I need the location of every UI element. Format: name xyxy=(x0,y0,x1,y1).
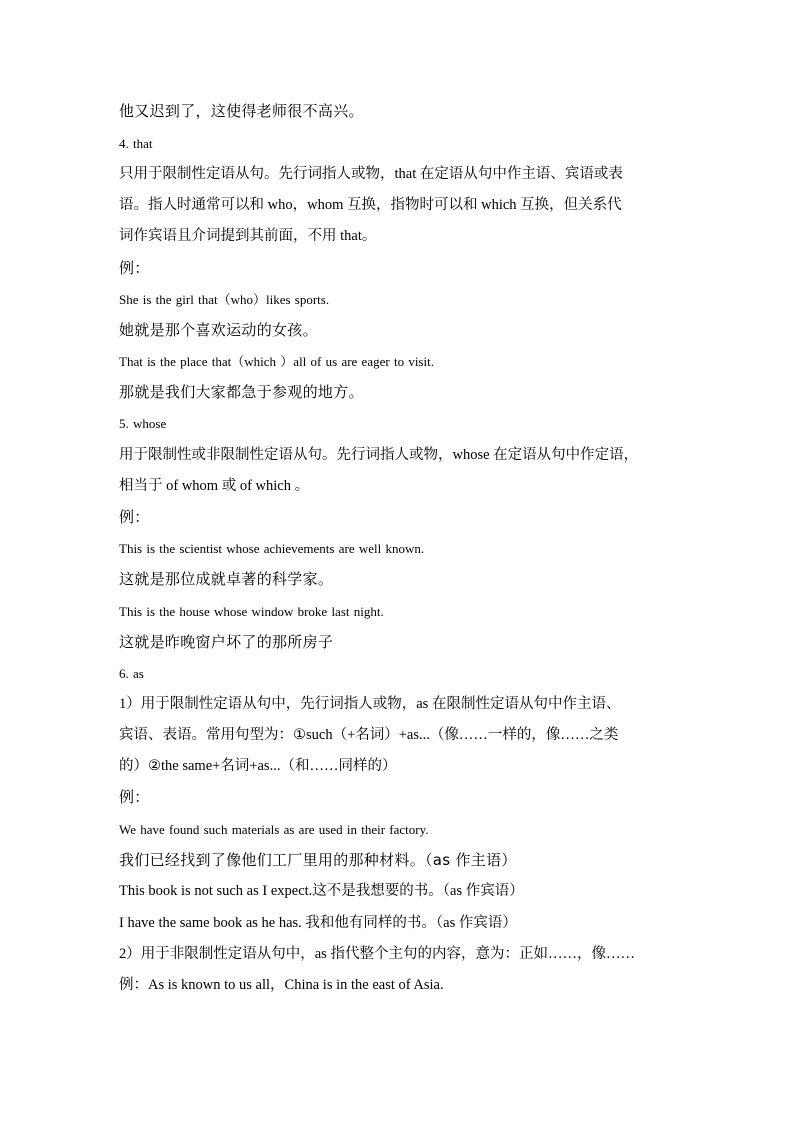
example-sentence: That is the place that（which ）all of us are eager to visit. xyxy=(119,354,434,369)
paragraph-line: 语。指人时通常可以和 who，whom 互换，指物时可以和 which 互换，但关系代 xyxy=(119,197,622,213)
example-label: 例： xyxy=(119,259,150,277)
paragraph-line: 用于限制性或非限制性定语从句。先行词指人或物，whose 在定语从句中作定语， xyxy=(119,447,639,463)
paragraph-line: 词作宾语且介词提到其前面，不用 that。 xyxy=(119,228,377,244)
paragraph-line: 的）②the same+名词+as...（和……同样的） xyxy=(119,758,397,774)
section-heading-as: 6. as xyxy=(119,666,144,681)
section-heading-whose: 5. whose xyxy=(119,416,167,431)
example-sentence: This is the scientist whose achievements are well known. xyxy=(119,541,425,556)
example-sentence: This book is not such as I expect.这不是我想要的书。（as 作宾语） xyxy=(119,883,524,899)
example-translation: 我们已经找到了像他们工厂里用的那种材料。（as 作主语） xyxy=(119,851,517,869)
paragraph-line: 宾语、表语。常用句型为：①such（+名词）+as...（像……一样的，像……之类 xyxy=(119,727,619,743)
paragraph-line: 2）用于非限制性定语从句中，as 指代整个主句的内容，意为：正如……，像…… xyxy=(119,946,635,962)
example-label: 例： xyxy=(119,508,150,526)
paragraph-line: 1）用于限制性定语从句中，先行词指人或物，as 在限制性定语从句中作主语、 xyxy=(119,696,621,712)
example-sentence: I have the same book as he has. 我和他有同样的书。（as 作宾语） xyxy=(119,915,517,931)
example-translation: 那就是我们大家都急于参观的地方。 xyxy=(119,383,364,401)
paragraph-line: 相当于 of whom 或 of which 。 xyxy=(119,478,310,494)
example-sentence: This is the house whose window broke last night. xyxy=(119,604,384,619)
section-heading-that: 4. that xyxy=(119,136,153,151)
example-sentence: 例：As is known to us all，China is in the east of Asia. xyxy=(119,977,444,993)
paragraph-line: 只用于限制性定语从句。先行词指人或物，that 在定语从句中作主语、宾语或表 xyxy=(119,166,623,182)
example-label: 例： xyxy=(119,788,150,806)
example-translation: 这就是昨晚窗户坏了的那所房子 xyxy=(119,633,334,651)
example-translation: 这就是那位成就卓著的科学家。 xyxy=(119,570,334,588)
example-translation: 她就是那个喜欢运动的女孩。 xyxy=(119,321,318,339)
paragraph-line: 他又迟到了，这使得老师很不高兴。 xyxy=(119,102,364,120)
example-sentence: We have found such materials as are used in their factory. xyxy=(119,822,429,837)
example-sentence: She is the girl that（who）likes sports. xyxy=(119,292,330,307)
